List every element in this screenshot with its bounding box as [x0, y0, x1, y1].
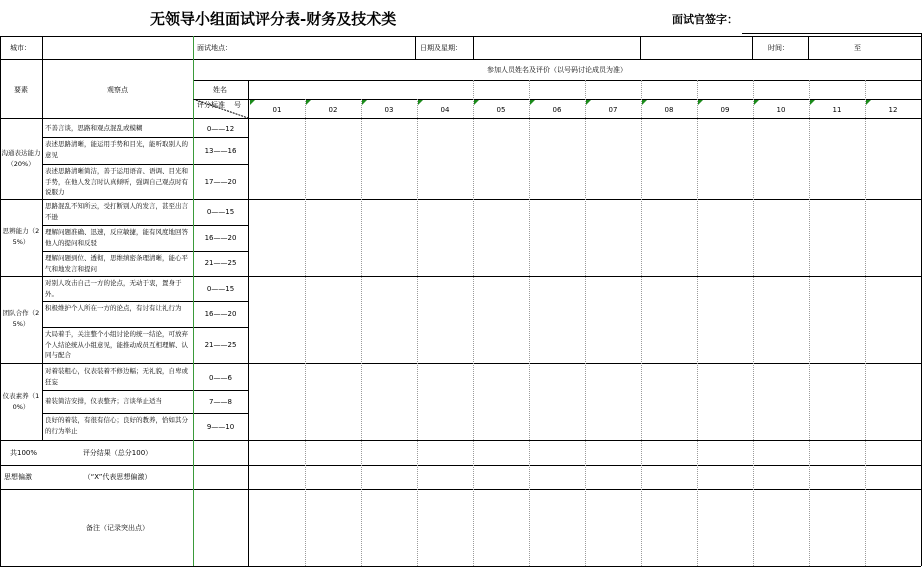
score-range: 9——10	[206, 423, 235, 431]
total-text: 评分结果（总分100）	[82, 449, 153, 457]
total-label: 共100%	[10, 449, 38, 457]
score-range: 16——20	[204, 234, 237, 242]
date-label: 日期及星期：	[420, 44, 462, 52]
observation-point: 不善言谈，思路和观点混乱或模糊	[45, 124, 143, 132]
participant-number: 08	[664, 106, 674, 114]
participant-number: 06	[552, 106, 562, 114]
score-range: 21——25	[204, 341, 237, 349]
sheet-title: 无领导小组面试评分表-财务及技术类	[150, 10, 397, 28]
participant-number: 10	[776, 106, 786, 114]
observation-point: 良好的着装，有很有信心；良好的教养，恰如其分的行为举止	[45, 416, 188, 435]
signature-label: 面试官签字：	[672, 13, 738, 26]
factor-teamwork: 团队合作（25%）	[2, 309, 40, 328]
participant-number: 01	[272, 106, 282, 114]
score-range: 0——12	[206, 125, 235, 133]
score-range: 0——15	[206, 285, 235, 293]
city-label: 城市：	[10, 44, 31, 52]
score-range: 7——8	[209, 398, 232, 406]
observation-point: 思路混乱不知所云，受打断别人的发言，甚至出言不逊	[45, 202, 188, 221]
observation-point: 理解问题到位、透彻，思维缜密条理清晰，能心平气和地发言和提问	[45, 254, 188, 273]
observation-point: 着装简洁安排，仪表整齐；言谈举止适当	[45, 397, 162, 405]
observation-point: 对别人攻击自己一方的论点，无动于衷，置身于外。	[45, 279, 182, 298]
score-range: 17——20	[204, 178, 237, 186]
factor-appearance: 仪表素养（10%）	[2, 392, 40, 411]
score-range: 0——6	[209, 374, 232, 382]
participants-header: 参加人员姓名及评价（以号码讨论成员为准）	[487, 66, 627, 74]
bias-text: （“X”代表思想偏激）	[83, 473, 152, 481]
remarks-text: 备注（记录突出点）	[86, 524, 149, 532]
score-range: 16——20	[204, 310, 237, 318]
observation-header: 观察点	[107, 86, 128, 94]
participant-number: 05	[496, 106, 506, 114]
participant-number: 07	[608, 106, 618, 114]
bias-label: 思想偏激	[4, 473, 32, 481]
observation-point: 理解问题准确、迅速，反应敏捷，能有风度地回答他人的提问和反驳	[45, 228, 188, 247]
time-label: 时间：	[768, 44, 789, 52]
score-range: 13——16	[204, 147, 237, 155]
observation-point: 表述思路清晰，能运用手势和目光，能听取别人的意见	[45, 140, 188, 159]
factor-communication: 沟通表达能力（20%）	[1, 149, 41, 168]
observation-point: 表述思路清晰简洁，善于运用语音、语调、目光和手势，在他人发言时认真倾听，强调自己观点时有说服力	[45, 167, 188, 196]
participant-number: 09	[720, 106, 730, 114]
factor-header: 要素	[14, 86, 28, 94]
factor-reasoning: 思辨能力（25%）	[2, 227, 40, 246]
number-header: 号	[234, 101, 241, 109]
score-range: 0——15	[206, 208, 235, 216]
participant-number: 03	[384, 106, 394, 114]
observation-point: 积极维护个人所在一方的论点，有讨有让礼行为	[45, 304, 182, 312]
participant-number: 02	[328, 106, 338, 114]
participant-number: 11	[832, 106, 842, 114]
name-header: 姓名	[213, 86, 227, 94]
location-label: 面试地点：	[197, 44, 232, 52]
score-range: 21——25	[204, 259, 237, 267]
observation-point: 对着装粗心，仪表装着不修边幅；无礼貌，自卑或狂妄	[45, 367, 188, 386]
participant-number: 12	[888, 106, 898, 114]
time-to-label: 至	[854, 44, 861, 52]
observation-point: 大局着手，关注整个小组讨论的统一结论，可放弃个人结论统从小组意见，能推动成员互相理解、认同与配合	[45, 330, 188, 359]
participant-number: 04	[440, 106, 450, 114]
criteria-header: 评分标准	[197, 101, 225, 109]
